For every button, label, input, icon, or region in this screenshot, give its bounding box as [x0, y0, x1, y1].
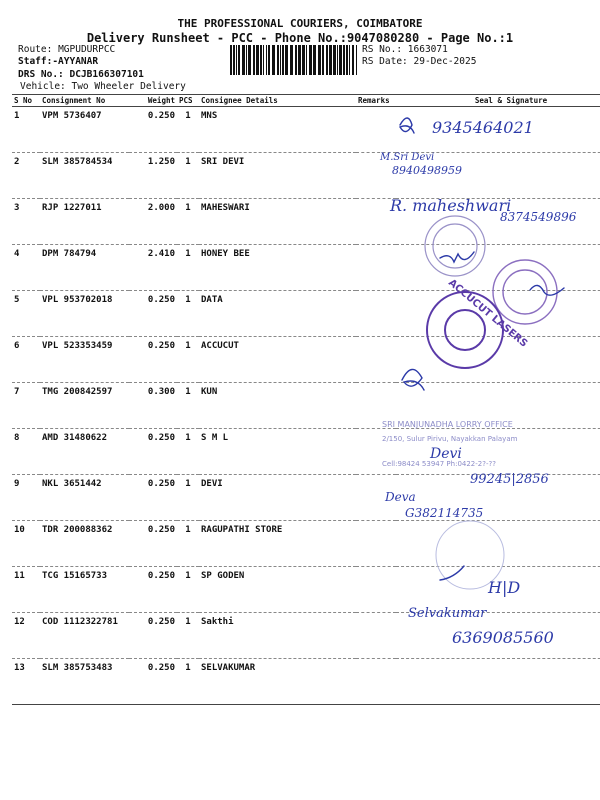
- row-weight: 0.250: [129, 337, 177, 383]
- row-consignment: VPL 953702018: [40, 291, 129, 337]
- row-remarks: [356, 659, 396, 705]
- col-seal-signature: Seal & Signature: [396, 95, 600, 107]
- row-consignee: ACCUCUT: [199, 337, 356, 383]
- row-consignee: S M L: [199, 429, 356, 475]
- row-sno: 12: [12, 613, 40, 659]
- row-remarks: [356, 107, 396, 153]
- row-remarks: [356, 245, 396, 291]
- row-sno: 5: [12, 291, 40, 337]
- row-consignment: TCG 15165733: [40, 567, 129, 613]
- drs-value: DCJB166307101: [69, 69, 144, 80]
- runsheet-subtitle: Delivery Runsheet - PCC - Phone No.:9047080280 - Page No.:1: [86, 31, 514, 45]
- row-sno: 9: [12, 475, 40, 521]
- row-consignment: SLM 385753483: [40, 659, 129, 705]
- rs-date-value: 29-Dec-2025: [413, 56, 477, 67]
- row-pcs: 1: [177, 153, 199, 199]
- handwritten-phone-row2: 8940498959: [392, 164, 462, 177]
- row-seal-signature: [396, 245, 600, 291]
- handwritten-initials-row12: H|D: [488, 578, 521, 597]
- staff-label: Staff:-: [18, 56, 59, 67]
- route-line: [18, 44, 115, 55]
- vehicle-line: Vehicle: Two Wheeler Delivery: [20, 81, 186, 92]
- row-consignment: RJP 1227011: [40, 199, 129, 245]
- row-weight: 0.250: [129, 291, 177, 337]
- row-consignee: SP GODEN: [199, 567, 356, 613]
- row-consignee: KUN: [199, 383, 356, 429]
- row-consignment: COD 1112322781: [40, 613, 129, 659]
- col-consignment: Consignment No: [40, 95, 129, 107]
- row-sno: 1: [12, 107, 40, 153]
- row-pcs: 1: [177, 383, 199, 429]
- row-consignment: VPL 523353459: [40, 337, 129, 383]
- table-row: [12, 245, 600, 291]
- row-weight: 2.410: [129, 245, 177, 291]
- row-consignment: AMD 31480622: [40, 429, 129, 475]
- rs-no-label: RS No.:: [362, 44, 403, 55]
- row-weight: 0.250: [129, 107, 177, 153]
- table-row: [12, 521, 600, 567]
- row-consignee: SELVAKUMAR: [199, 659, 356, 705]
- row-sno: 6: [12, 337, 40, 383]
- lorry-stamp-line3: Cell:98424 53947 Ph:0422-2?-??: [382, 460, 496, 468]
- row-pcs: 1: [177, 521, 199, 567]
- row-consignee: MNS: [199, 107, 356, 153]
- handwritten-phone-row1: 9345464021: [432, 118, 534, 137]
- row-pcs: 1: [177, 337, 199, 383]
- drs-label: DRS No.:: [18, 69, 64, 80]
- col-remarks: Remarks: [356, 95, 396, 107]
- route-label: Route:: [18, 44, 53, 55]
- row-seal-signature: [396, 659, 600, 705]
- table-row: [12, 659, 600, 705]
- staff-line: [18, 56, 98, 67]
- row-pcs: 1: [177, 291, 199, 337]
- company-title: THE PROFESSIONAL COURIERS, COIMBATORE: [177, 17, 423, 30]
- handwritten-name-row2: M.Sri Devi: [380, 152, 435, 163]
- row-weight: 0.250: [129, 429, 177, 475]
- row-consignee: DATA: [199, 291, 356, 337]
- row-consignment: VPM 5736407: [40, 107, 129, 153]
- row-weight: 2.000: [129, 199, 177, 245]
- rs-date-line: [362, 56, 476, 67]
- row-remarks: [356, 567, 396, 613]
- row-seal-signature: [396, 521, 600, 567]
- col-weight: Weight: [129, 95, 177, 107]
- rs-no-value: 1663071: [407, 44, 448, 55]
- accucut-stamp-text: ACCUCUT LASERS: [446, 277, 530, 350]
- handwritten-name-row13: Selvakumar: [408, 606, 487, 621]
- row-consignee: Sakthi: [199, 613, 356, 659]
- handwritten-phone-row10: 99245|2856: [470, 472, 549, 487]
- col-consignee: Consignee Details: [199, 95, 356, 107]
- row-pcs: 1: [177, 567, 199, 613]
- row-sno: 8: [12, 429, 40, 475]
- lorry-stamp-line1: SRI MANJUNADHA LORRY OFFICE: [382, 420, 513, 429]
- staff-value: AYYANAR: [58, 56, 99, 67]
- row-consignment: TDR 200088362: [40, 521, 129, 567]
- row-pcs: 1: [177, 245, 199, 291]
- rs-date-label: RS Date:: [362, 56, 408, 67]
- table-row: [12, 153, 600, 199]
- row-sno: 13: [12, 659, 40, 705]
- handwritten-phone-row13: 6369085560: [452, 628, 554, 647]
- row-weight: 0.250: [129, 475, 177, 521]
- row-pcs: 1: [177, 107, 199, 153]
- row-seal-signature: [396, 337, 600, 383]
- row-sno: 10: [12, 521, 40, 567]
- barcode-image: [230, 45, 358, 75]
- row-consignment: TMG 200842597: [40, 383, 129, 429]
- row-remarks: [356, 337, 396, 383]
- row-pcs: 1: [177, 659, 199, 705]
- row-sno: 4: [12, 245, 40, 291]
- row-sno: 3: [12, 199, 40, 245]
- row-pcs: 1: [177, 199, 199, 245]
- handwritten-name-row9: Devi: [430, 446, 462, 462]
- handwritten-number-row10: G382114735: [405, 506, 484, 520]
- runsheet-table: [12, 94, 600, 705]
- row-pcs: 1: [177, 429, 199, 475]
- col-pcs: PCS: [177, 95, 199, 107]
- row-consignee: RAGUPATHI STORE: [199, 521, 356, 567]
- row-weight: 0.250: [129, 659, 177, 705]
- rs-no-line: [362, 44, 448, 55]
- row-consignment: NKL 3651442: [40, 475, 129, 521]
- row-consignee: SRI DEVI: [199, 153, 356, 199]
- row-weight: 1.250: [129, 153, 177, 199]
- row-weight: 0.250: [129, 613, 177, 659]
- route-value: MGPUDURPCC: [58, 44, 116, 55]
- table-row: [12, 337, 600, 383]
- row-sno: 2: [12, 153, 40, 199]
- row-consignment: DPM 784794: [40, 245, 129, 291]
- row-weight: 0.250: [129, 521, 177, 567]
- row-consignee: MAHESWARI: [199, 199, 356, 245]
- handwritten-phone-row3: 8374549896: [500, 210, 577, 224]
- row-remarks: [356, 521, 396, 567]
- row-weight: 0.250: [129, 567, 177, 613]
- row-weight: 0.300: [129, 383, 177, 429]
- table-header-row: [12, 95, 600, 107]
- drs-line: [18, 69, 144, 80]
- row-consignee: HONEY BEE: [199, 245, 356, 291]
- row-consignment: SLM 385784534: [40, 153, 129, 199]
- row-remarks: [356, 291, 396, 337]
- row-pcs: 1: [177, 475, 199, 521]
- row-sno: 11: [12, 567, 40, 613]
- row-consignee: DEVI: [199, 475, 356, 521]
- lorry-stamp-line2: 2/150, Sulur Pirivu, Nayakkan Palayam: [382, 435, 518, 443]
- col-sno: S No: [12, 95, 40, 107]
- handwritten-name-row3: R. maheshwari: [390, 196, 512, 215]
- handwritten-extra-row10: Deva: [385, 490, 416, 504]
- row-pcs: 1: [177, 613, 199, 659]
- row-remarks: [356, 613, 396, 659]
- row-sno: 7: [12, 383, 40, 429]
